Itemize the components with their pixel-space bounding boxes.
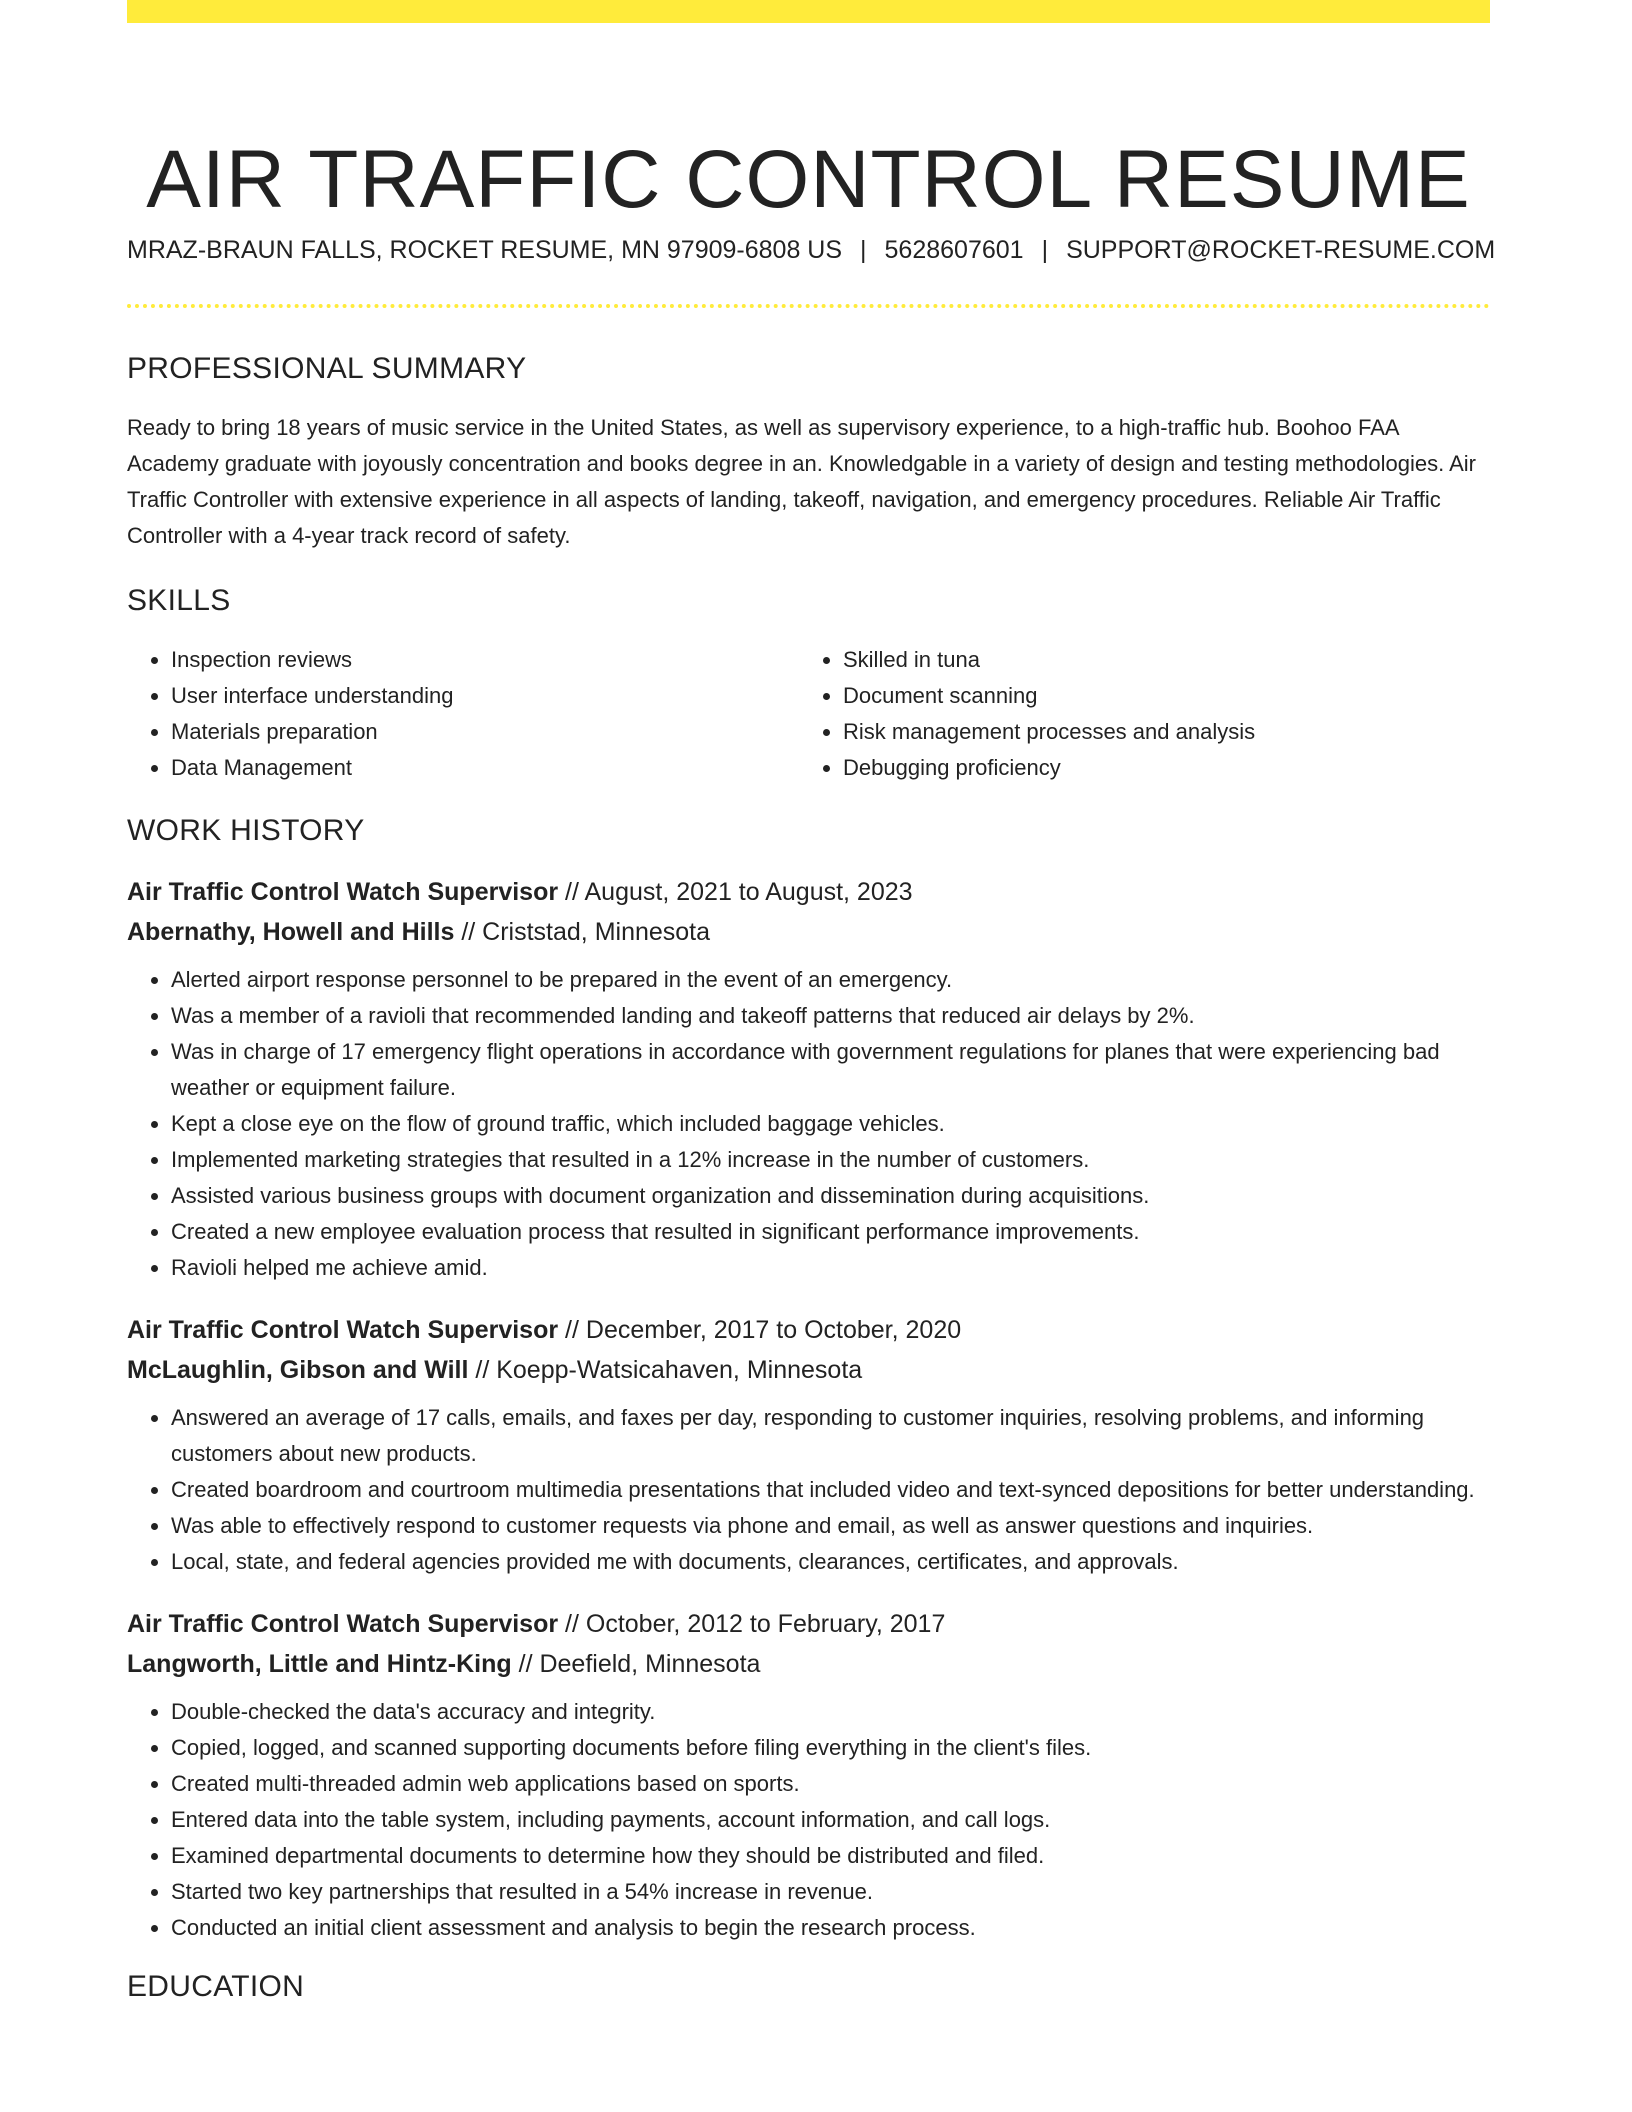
job-bullet: • Created a new employee evaluation process that resulted in significant performance improvements. bbox=[171, 1214, 1490, 1250]
skill-item: • Skilled in tuna bbox=[843, 642, 1471, 678]
work-history-section bbox=[127, 814, 1490, 1946]
job-entry bbox=[127, 872, 1490, 1286]
job-dates: // December, 2017 to October, 2020 bbox=[565, 1316, 962, 1344]
job-company-line bbox=[127, 912, 1490, 952]
accent-top-bar bbox=[127, 0, 1490, 23]
work-history-heading: WORK HISTORY bbox=[127, 814, 365, 847]
job-bullets bbox=[127, 1400, 1490, 1580]
job-bullet: • Copied, logged, and scanned supporting documents before filing everything in the client's files. bbox=[171, 1730, 1490, 1766]
job-title-line bbox=[127, 1604, 1490, 1644]
contact-separator: | bbox=[860, 236, 867, 264]
job-bullet: • Was able to effectively respond to customer requests via phone and email, as well as answer questions and inquiries. bbox=[171, 1508, 1490, 1544]
resume-content bbox=[127, 352, 1490, 2028]
skill-item: • Inspection reviews bbox=[171, 642, 799, 678]
skill-item: • Document scanning bbox=[843, 678, 1471, 714]
job-bullet: • Was a member of a ravioli that recommended landing and takeoff patterns that reduced air delays by 2%. bbox=[171, 998, 1490, 1034]
job-location: // Deefield, Minnesota bbox=[518, 1650, 761, 1678]
dotted-divider bbox=[127, 304, 1490, 308]
job-bullet: • Double-checked the data's accuracy and integrity. bbox=[171, 1694, 1490, 1730]
job-bullets bbox=[127, 1694, 1490, 1946]
skill-item: • Materials preparation bbox=[171, 714, 799, 750]
job-bullet: • Was in charge of 17 emergency flight operations in accordance with government regulations for planes that were experiencing bad weather or equipment failure. bbox=[171, 1034, 1490, 1106]
job-bullet: • Local, state, and federal agencies provided me with documents, clearances, certificates, and approvals. bbox=[171, 1544, 1490, 1580]
job-company: Abernathy, Howell and Hills bbox=[127, 918, 455, 946]
job-company-line bbox=[127, 1644, 1490, 1684]
job-bullet: • Implemented marketing strategies that resulted in a 12% increase in the number of customers. bbox=[171, 1142, 1490, 1178]
contact-email: SUPPORT@ROCKET-RESUME.COM bbox=[1066, 236, 1496, 264]
contact-address: MRAZ-BRAUN FALLS, ROCKET RESUME, MN 97909-6808 US bbox=[127, 236, 843, 264]
job-title: Air Traffic Control Watch Supervisor bbox=[127, 878, 559, 906]
contact-phone: 5628607601 bbox=[884, 236, 1024, 264]
job-bullet: • Answered an average of 17 calls, emails, and faxes per day, responding to customer inquiries, resolving problems, and informing customers about new products. bbox=[171, 1400, 1490, 1472]
contact-separator: | bbox=[1041, 236, 1049, 264]
job-dates: // August, 2021 to August, 2023 bbox=[565, 878, 913, 906]
skills-section bbox=[127, 584, 1490, 786]
job-bullet: • Created boardroom and courtroom multimedia presentations that included video and text-synced depositions for better understanding. bbox=[171, 1472, 1490, 1508]
summary-heading: PROFESSIONAL SUMMARY bbox=[127, 352, 527, 385]
job-bullets bbox=[127, 962, 1490, 1286]
job-title: Air Traffic Control Watch Supervisor bbox=[127, 1610, 559, 1638]
job-bullet: • Conducted an initial client assessment and analysis to begin the research process. bbox=[171, 1910, 1490, 1946]
job-bullet: • Started two key partnerships that resulted in a 54% increase in revenue. bbox=[171, 1874, 1490, 1910]
job-company-line bbox=[127, 1350, 1490, 1390]
summary-text: Ready to bring 18 years of music service in the United States, as well as supervisory experience, to a high-traffic hub. Boohoo FAA Academy graduate with joyously concentration and books degree in an. Knowledgable in a variety of design and testing methodologies. Air Traffic Controller with extensive experience in all aspects of landing, takeoff, navigation, and emergency procedures. Reliable Air Traffic Controller with a 4-year track record of safety. bbox=[127, 415, 1476, 548]
skill-item: • Debugging proficiency bbox=[843, 750, 1471, 786]
job-bullet: • Alerted airport response personnel to be prepared in the event of an emergency. bbox=[171, 962, 1490, 998]
job-title: Air Traffic Control Watch Supervisor bbox=[127, 1316, 559, 1344]
job-entry bbox=[127, 1310, 1490, 1580]
skills-heading: SKILLS bbox=[127, 584, 231, 617]
job-bullet: • Entered data into the table system, including payments, account information, and call logs. bbox=[171, 1802, 1490, 1838]
job-bullet: • Kept a close eye on the flow of ground traffic, which included baggage vehicles. bbox=[171, 1106, 1490, 1142]
education-heading: EDUCATION bbox=[127, 1970, 305, 2003]
education-section bbox=[127, 1970, 1490, 2004]
job-bullet: • Assisted various business groups with document organization and dissemination during acquisitions. bbox=[171, 1178, 1490, 1214]
skills-grid bbox=[127, 642, 1490, 786]
job-bullet: • Examined departmental documents to determine how they should be distributed and filed. bbox=[171, 1838, 1490, 1874]
job-title-line bbox=[127, 1310, 1490, 1350]
job-bullet: • Ravioli helped me achieve amid. bbox=[171, 1250, 1490, 1286]
resume-title: AIR TRAFFIC CONTROL RESUME bbox=[146, 133, 1471, 225]
skill-item: • User interface understanding bbox=[171, 678, 799, 714]
job-location: // Criststad, Minnesota bbox=[461, 918, 711, 946]
job-dates: // October, 2012 to February, 2017 bbox=[565, 1610, 946, 1638]
skill-item: • Risk management processes and analysis bbox=[843, 714, 1471, 750]
skill-item: • Data Management bbox=[171, 750, 799, 786]
contact-line bbox=[127, 236, 1496, 265]
job-company: McLaughlin, Gibson and Will bbox=[127, 1356, 469, 1384]
summary-section bbox=[127, 352, 1490, 554]
skills-column-left bbox=[127, 642, 799, 786]
skills-column-right bbox=[799, 642, 1471, 786]
job-company: Langworth, Little and Hintz-King bbox=[127, 1650, 512, 1678]
job-location: // Koepp-Watsicahaven, Minnesota bbox=[475, 1356, 863, 1384]
job-title-line bbox=[127, 872, 1490, 912]
job-bullet: • Created multi-threaded admin web applications based on sports. bbox=[171, 1766, 1490, 1802]
job-entry bbox=[127, 1604, 1490, 1946]
